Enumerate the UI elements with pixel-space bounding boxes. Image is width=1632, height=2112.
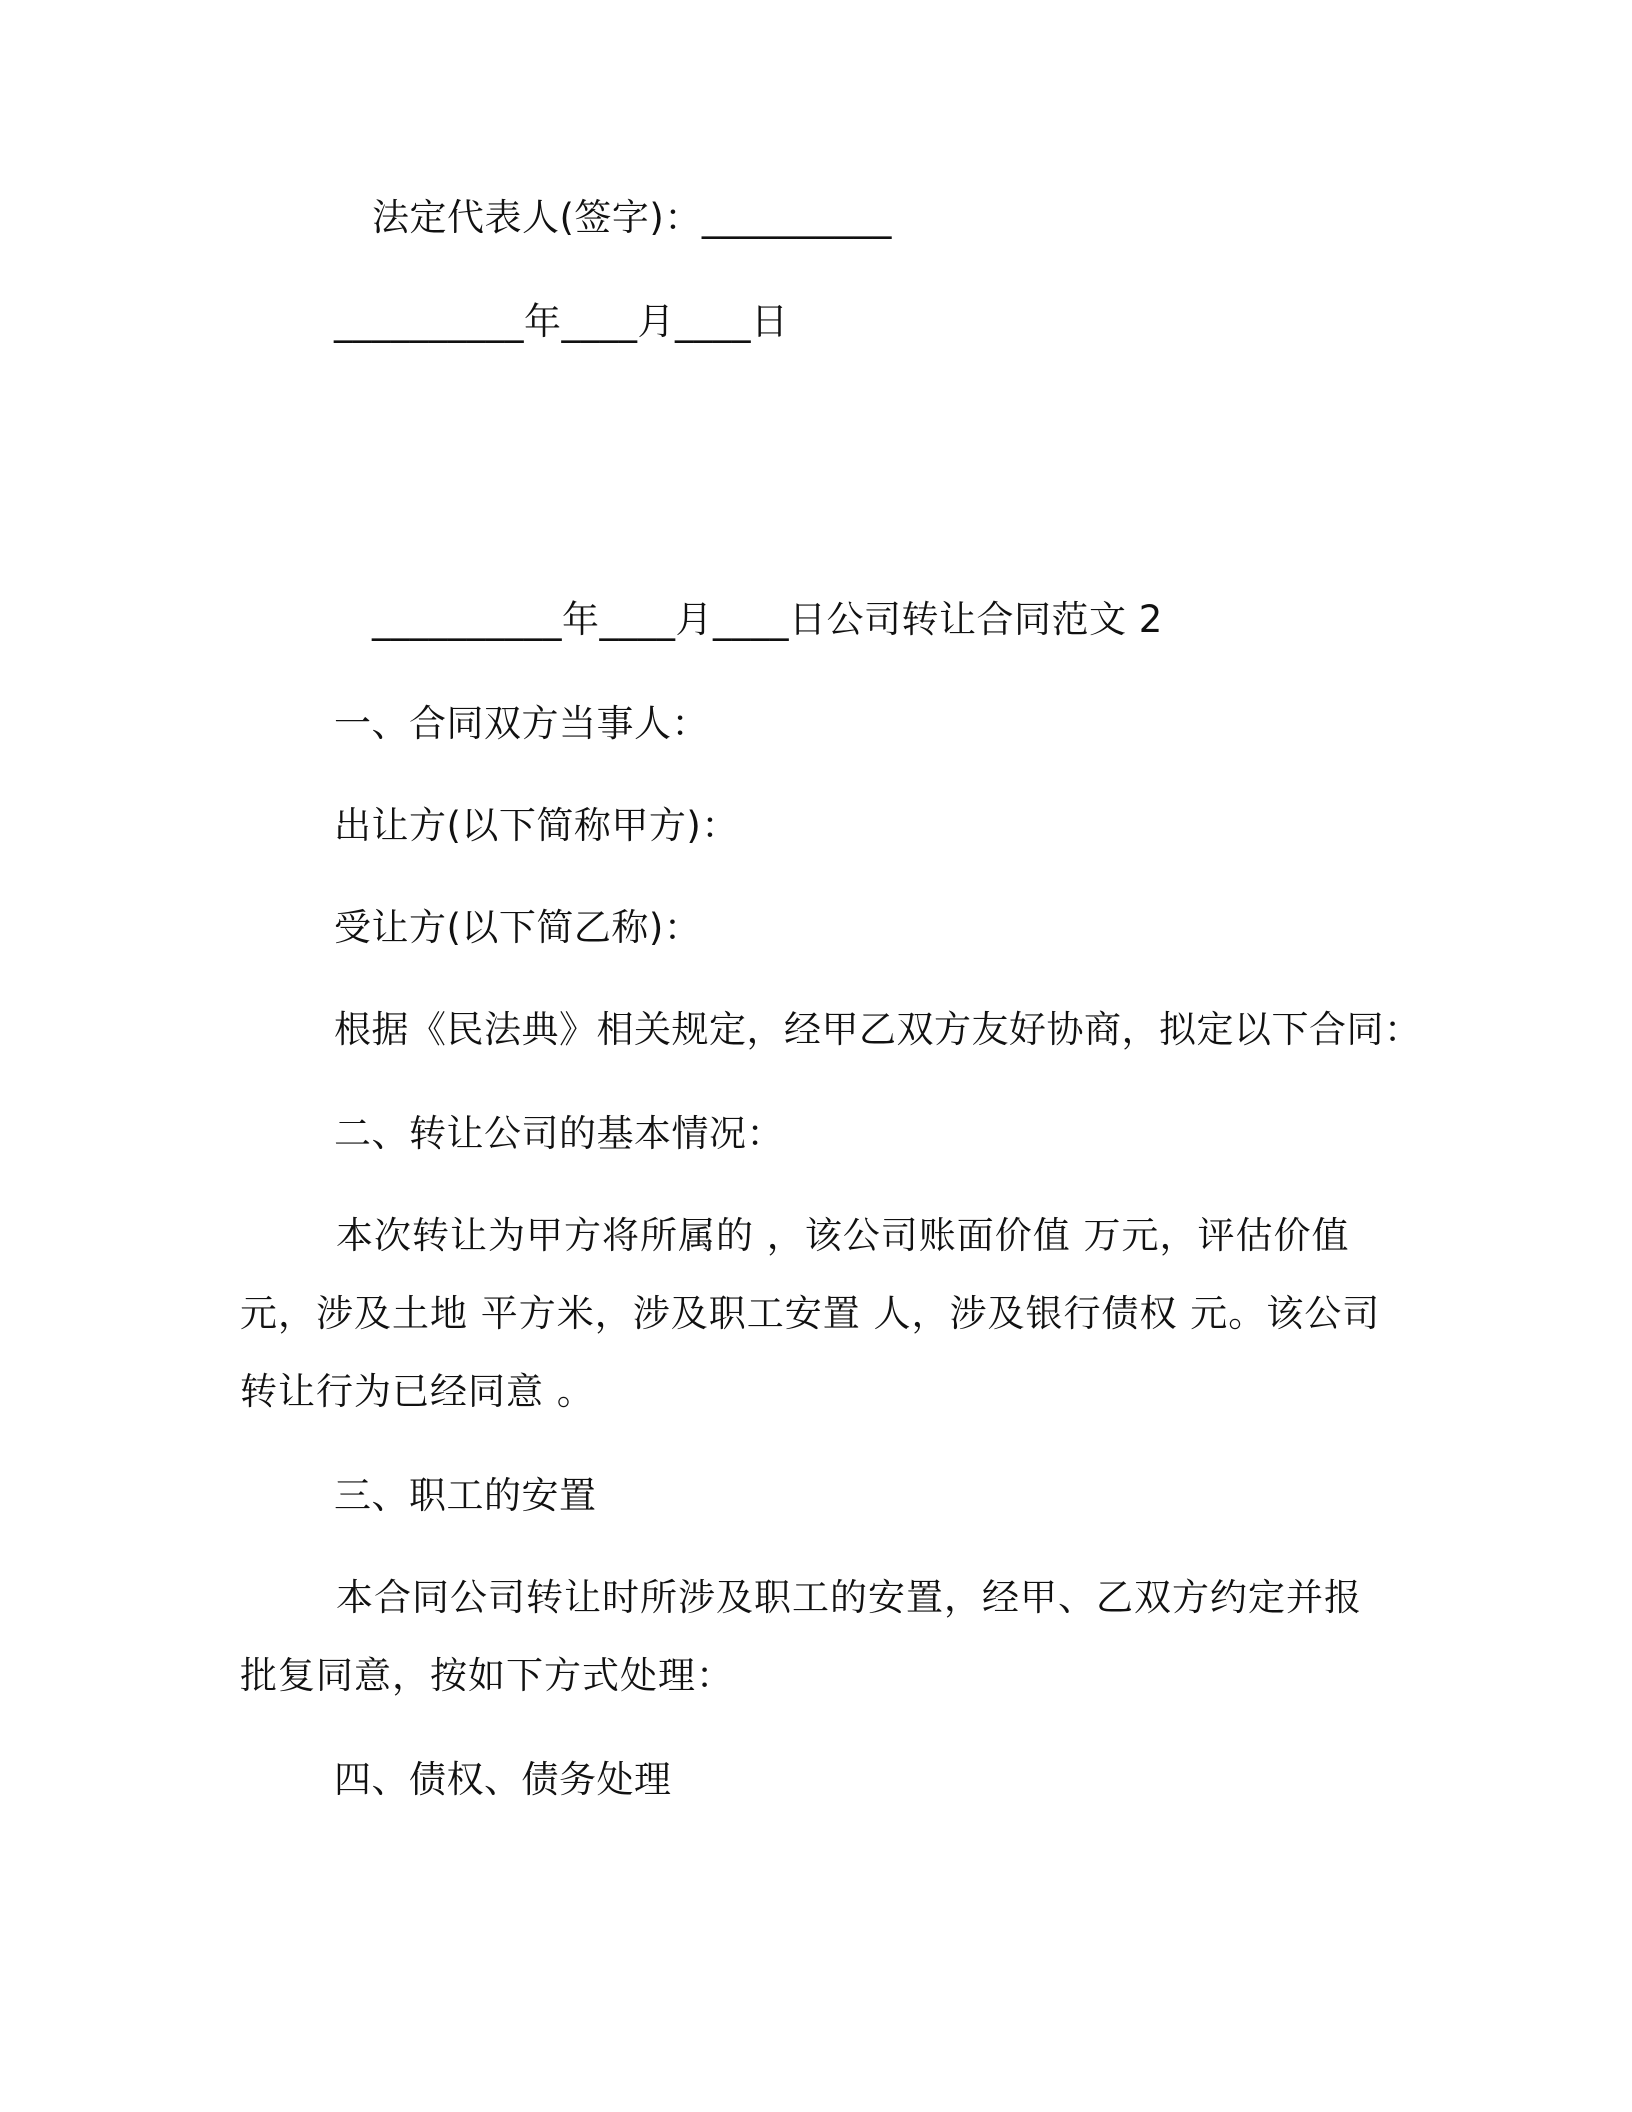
document-title: __________年____月____日公司转让合同范文 2 <box>372 598 1163 641</box>
transferee-line: 受让方(以下简乙称)： <box>334 906 702 949</box>
section2-body: 本次转让为甲方将所属的 ，该公司账面价值 万元，评估价值 元，涉及土地 平方米，涉及职工安置 人，涉及银行债权 元。该公司转让行为已经同意 。 <box>240 1214 1381 1413</box>
preamble-line: 根据《民法典》相关规定，经甲乙双方友好协商，拟定以下合同： <box>334 1008 1422 1051</box>
date-line: __________年____月____日 <box>334 300 789 343</box>
transferor-line: 出让方(以下简称甲方)： <box>334 804 739 847</box>
section2-heading: 二、转让公司的基本情况： <box>334 1112 784 1155</box>
section1-heading: 一、合同双方当事人： <box>334 702 709 745</box>
section4-heading: 四、债权、债务处理 <box>334 1758 672 1801</box>
signature-line: 法定代表人(签字)：__________ <box>372 196 892 239</box>
section3-heading: 三、职工的安置 <box>334 1474 597 1517</box>
section3-body: 本合同公司转让时所涉及职工的安置，经甲、乙双方约定并报批复同意，按如下方式处理： <box>240 1576 1362 1697</box>
